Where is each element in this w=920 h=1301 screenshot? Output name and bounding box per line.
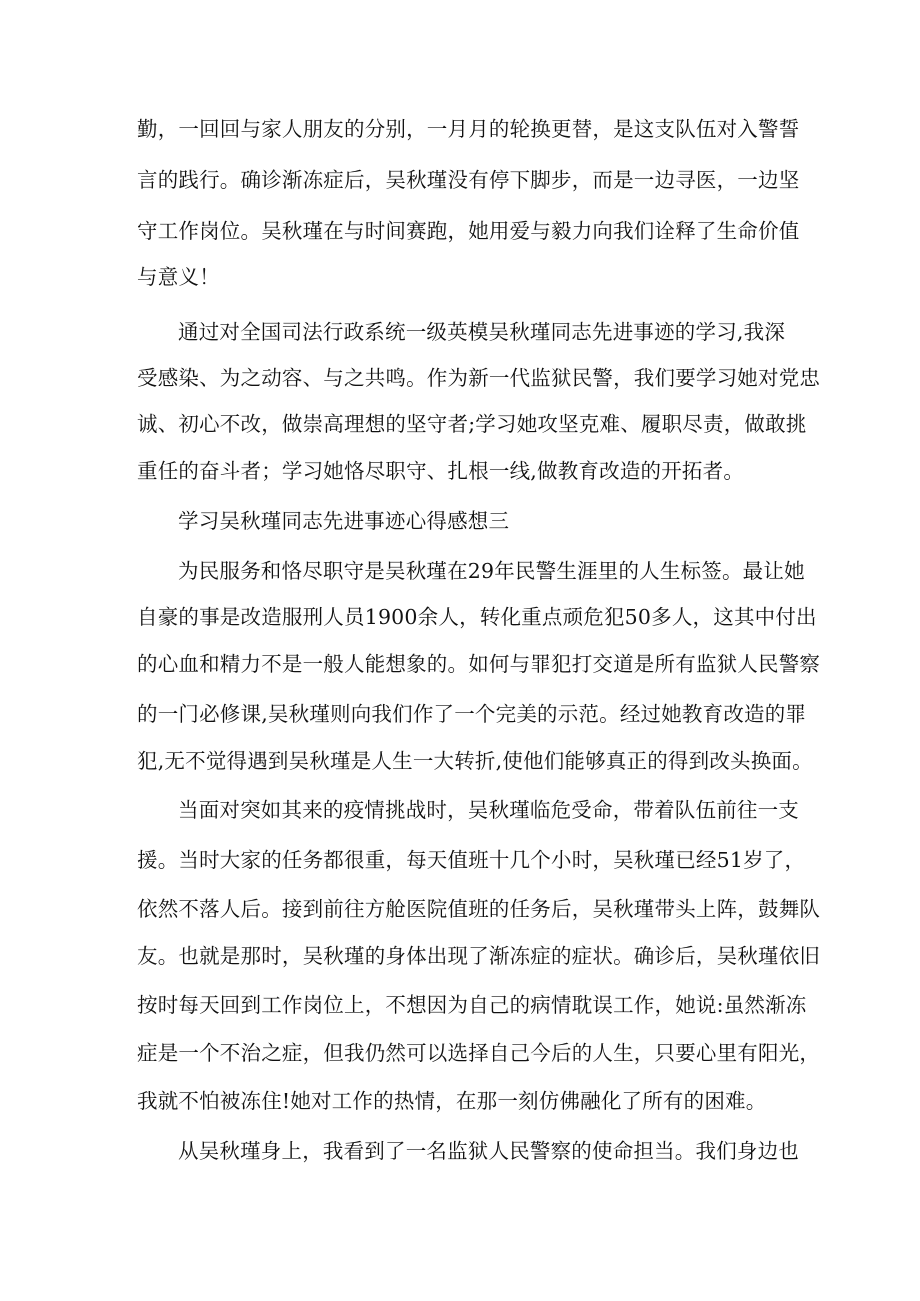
paragraph-line: 当面对突如其来的疫情挑战时，吴秋瑾临危受命，带着队伍前往一支 bbox=[178, 798, 799, 822]
text-line: 勤，一回回与家人朋友的分别，一月月的轮换更替，是这支队伍对入警誓 bbox=[137, 117, 800, 141]
text-line: 的一门必修课,吴秋瑾则向我们作了一个完美的示范。经过她教育改造的罪 bbox=[137, 702, 807, 726]
text-line: 犯,无不觉得遇到吴秋瑾是人生一大转折,使他们能够真正的得到改头换面。 bbox=[137, 749, 813, 773]
paragraph-line: 通过对全国司法行政系统一级英模吴秋瑾同志先进事迹的学习,我深 bbox=[178, 320, 786, 344]
text-line: 按时每天回到工作岗位上，不想因为自己的病情耽误工作，她说:虽然渐冻 bbox=[137, 993, 807, 1017]
text-line: 守工作岗位。吴秋瑾在与时间赛跑，她用爱与毅力向我们诠释了生命价值 bbox=[137, 219, 800, 243]
text-line: 的心血和精力不是一般人能想象的。如何与罪犯打交道是所有监狱人民警察 bbox=[137, 652, 821, 676]
text-line: 重任的奋斗者；学习她恪尽职守、扎根一线,做教育改造的开拓者。 bbox=[137, 459, 745, 483]
text-line: 依然不落人后。接到前往方舱医院值班的任务后，吴秋瑾带头上阵，鼓舞队 bbox=[137, 897, 821, 921]
paragraph-line: 为民服务和恪尽职守是吴秋瑾在29年民警生涯里的人生标签。最让她 bbox=[178, 559, 805, 583]
paragraph-line: 从吴秋瑾身上，我看到了一名监狱人民警察的使命担当。我们身边也 bbox=[178, 1139, 799, 1163]
text-line: 症是一个不治之症，但我仍然可以选择自己今后的人生，只要心里有阳光， bbox=[137, 1041, 821, 1065]
section-heading: 学习吴秋瑾同志先进事迹心得感想三 bbox=[178, 509, 510, 533]
text-line: 自豪的事是改造服刑人员1900余人，转化重点顽危犯50多人，这其中付出 bbox=[137, 605, 817, 629]
text-line: 我就不怕被冻住!她对工作的热情，在那一刻仿佛融化了所有的困难。 bbox=[137, 1089, 767, 1113]
text-line: 言的践行。确诊渐冻症后，吴秋瑾没有停下脚步，而是一边寻医，一边坚 bbox=[137, 168, 800, 192]
text-line: 与意义！ bbox=[137, 265, 220, 289]
text-line: 受感染、为之动容、与之共鸣。作为新一代监狱民警，我们要学习她对党忠 bbox=[137, 366, 821, 390]
text-line: 友。也就是那时，吴秋瑾的身体出现了渐冻症的症状。确诊后，吴秋瑾依旧 bbox=[137, 944, 821, 968]
text-line: 诚、初心不改，做崇高理想的坚守者;学习她攻坚克难、履职尽责，做敢挑 bbox=[137, 412, 807, 436]
text-line: 援。当时大家的任务都很重，每天值班十几个小时，吴秋瑾已经51岁了， bbox=[137, 848, 806, 872]
